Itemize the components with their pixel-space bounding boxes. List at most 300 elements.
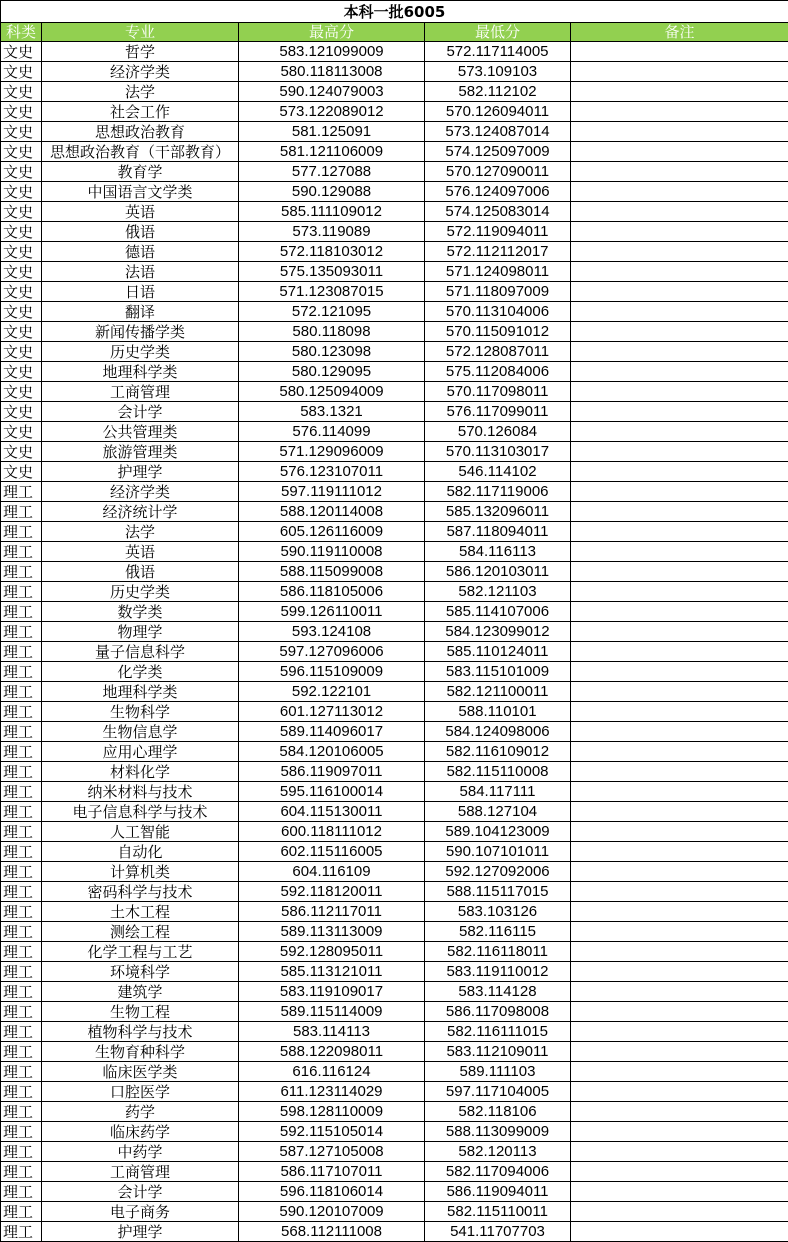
major-cell: 经济统计学 (42, 502, 239, 522)
remarks-cell (571, 1202, 788, 1222)
major-cell: 生物工程 (42, 1002, 239, 1022)
major-cell: 教育学 (42, 162, 239, 182)
max-score-cell: 604.115130011 (239, 802, 425, 822)
category-cell: 理工 (1, 802, 42, 822)
max-score-cell: 583.114113 (239, 1022, 425, 1042)
major-cell: 数学类 (42, 602, 239, 622)
major-cell: 密码科学与技术 (42, 882, 239, 902)
table-row (1, 522, 788, 542)
min-score-cell: 585.110124011 (425, 642, 571, 662)
table-row (1, 122, 788, 142)
major-cell: 俄语 (42, 222, 239, 242)
category-cell: 理工 (1, 922, 42, 942)
category-cell: 理工 (1, 1082, 42, 1102)
category-cell: 理工 (1, 1202, 42, 1222)
remarks-cell (571, 382, 788, 402)
major-cell: 新闻传播学类 (42, 322, 239, 342)
min-score-cell: 582.121103 (425, 582, 571, 602)
major-cell: 中国语言文学类 (42, 182, 239, 202)
major-cell: 思想政治教育（干部教育） (42, 142, 239, 162)
remarks-cell (571, 462, 788, 482)
remarks-cell (571, 662, 788, 682)
major-cell: 日语 (42, 282, 239, 302)
max-score-cell: 585.111109012 (239, 202, 425, 222)
remarks-cell (571, 642, 788, 662)
min-score-cell: 582.117094006 (425, 1162, 571, 1182)
remarks-cell (571, 842, 788, 862)
max-score-cell: 580.118098 (239, 322, 425, 342)
max-score-cell: 593.124108 (239, 622, 425, 642)
max-score-cell: 568.112111008 (239, 1222, 425, 1242)
remarks-cell (571, 1162, 788, 1182)
max-score-cell: 571.129096009 (239, 442, 425, 462)
table-row (1, 1082, 788, 1102)
max-score-cell: 581.121106009 (239, 142, 425, 162)
category-cell: 理工 (1, 882, 42, 902)
remarks-cell (571, 42, 788, 62)
table-row (1, 682, 788, 702)
max-score-cell: 573.122089012 (239, 102, 425, 122)
max-score-cell: 580.125094009 (239, 382, 425, 402)
max-score-cell: 572.121095 (239, 302, 425, 322)
remarks-cell (571, 402, 788, 422)
remarks-cell (571, 1022, 788, 1042)
remarks-cell (571, 822, 788, 842)
category-cell: 理工 (1, 542, 42, 562)
category-cell: 理工 (1, 682, 42, 702)
remarks-cell (571, 282, 788, 302)
max-score-cell: 576.123107011 (239, 462, 425, 482)
category-cell: 文史 (1, 222, 42, 242)
min-score-cell: 582.117119006 (425, 482, 571, 502)
min-score-cell: 588.110101 (425, 702, 571, 722)
table-row (1, 762, 788, 782)
min-score-cell: 586.117098008 (425, 1002, 571, 1022)
remarks-cell (571, 182, 788, 202)
category-cell: 理工 (1, 842, 42, 862)
table-row (1, 342, 788, 362)
category-cell: 理工 (1, 1102, 42, 1122)
min-score-cell: 583.103126 (425, 902, 571, 922)
category-cell: 理工 (1, 742, 42, 762)
major-cell: 公共管理类 (42, 422, 239, 442)
table-row (1, 502, 788, 522)
table-row (1, 582, 788, 602)
major-cell: 土木工程 (42, 902, 239, 922)
table-row (1, 602, 788, 622)
category-cell: 文史 (1, 382, 42, 402)
category-cell: 理工 (1, 582, 42, 602)
major-cell: 建筑学 (42, 982, 239, 1002)
category-cell: 文史 (1, 402, 42, 422)
max-score-cell: 571.123087015 (239, 282, 425, 302)
major-cell: 生物科学 (42, 702, 239, 722)
min-score-cell: 573.109103 (425, 62, 571, 82)
max-score-cell: 580.118113008 (239, 62, 425, 82)
category-cell: 理工 (1, 1142, 42, 1162)
category-cell: 理工 (1, 482, 42, 502)
min-score-cell: 570.126084 (425, 422, 571, 442)
table-row (1, 622, 788, 642)
min-score-cell: 582.116115 (425, 922, 571, 942)
table-row (1, 62, 788, 82)
min-score-cell: 582.112102 (425, 82, 571, 102)
max-score-cell: 572.118103012 (239, 242, 425, 262)
remarks-cell (571, 902, 788, 922)
category-cell: 理工 (1, 702, 42, 722)
max-score-cell: 586.117107011 (239, 1162, 425, 1182)
min-score-cell: 582.116111015 (425, 1022, 571, 1042)
major-cell: 中药学 (42, 1142, 239, 1162)
table-row (1, 422, 788, 442)
remarks-cell (571, 302, 788, 322)
min-score-cell: 570.127090011 (425, 162, 571, 182)
table-title: 本科一批6005 (1, 1, 788, 23)
major-cell: 历史学类 (42, 582, 239, 602)
remarks-cell (571, 1222, 788, 1242)
max-score-cell: 587.127105008 (239, 1142, 425, 1162)
remarks-cell (571, 122, 788, 142)
max-score-cell: 602.115116005 (239, 842, 425, 862)
category-cell: 理工 (1, 1042, 42, 1062)
remarks-cell (571, 1182, 788, 1202)
major-cell: 化学类 (42, 662, 239, 682)
table-row (1, 322, 788, 342)
min-score-cell: 590.107101011 (425, 842, 571, 862)
min-score-cell: 582.116118011 (425, 942, 571, 962)
major-cell: 法学 (42, 522, 239, 542)
category-cell: 文史 (1, 42, 42, 62)
header-min-score: 最低分 (425, 23, 571, 42)
category-cell: 理工 (1, 502, 42, 522)
min-score-cell: 572.117114005 (425, 42, 571, 62)
min-score-cell: 582.115110011 (425, 1202, 571, 1222)
table-row (1, 982, 788, 1002)
table-row (1, 142, 788, 162)
max-score-cell: 590.120107009 (239, 1202, 425, 1222)
remarks-cell (571, 762, 788, 782)
min-score-cell: 587.118094011 (425, 522, 571, 542)
max-score-cell: 598.128110009 (239, 1102, 425, 1122)
table-body (1, 42, 788, 1242)
major-cell: 应用心理学 (42, 742, 239, 762)
table-row (1, 1162, 788, 1182)
max-score-cell: 585.113121011 (239, 962, 425, 982)
remarks-cell (571, 482, 788, 502)
remarks-cell (571, 1082, 788, 1102)
category-cell: 文史 (1, 202, 42, 222)
remarks-cell (571, 682, 788, 702)
max-score-cell: 599.126110011 (239, 602, 425, 622)
category-cell: 理工 (1, 562, 42, 582)
remarks-cell (571, 942, 788, 962)
table-row (1, 822, 788, 842)
category-cell: 文史 (1, 442, 42, 462)
major-cell: 会计学 (42, 1182, 239, 1202)
max-score-cell: 580.123098 (239, 342, 425, 362)
min-score-cell: 573.124087014 (425, 122, 571, 142)
min-score-cell: 592.127092006 (425, 862, 571, 882)
remarks-cell (571, 322, 788, 342)
table-row (1, 182, 788, 202)
major-cell: 口腔医学 (42, 1082, 239, 1102)
min-score-cell: 582.118106 (425, 1102, 571, 1122)
min-score-cell: 588.113099009 (425, 1122, 571, 1142)
max-score-cell: 588.115099008 (239, 562, 425, 582)
major-cell: 地理科学类 (42, 682, 239, 702)
remarks-cell (571, 582, 788, 602)
major-cell: 法语 (42, 262, 239, 282)
category-cell: 理工 (1, 622, 42, 642)
max-score-cell: 592.122101 (239, 682, 425, 702)
major-cell: 经济学类 (42, 482, 239, 502)
remarks-cell (571, 602, 788, 622)
major-cell: 历史学类 (42, 342, 239, 362)
category-cell: 理工 (1, 862, 42, 882)
max-score-cell: 583.119109017 (239, 982, 425, 1002)
remarks-cell (571, 442, 788, 462)
max-score-cell: 586.118105006 (239, 582, 425, 602)
table-row (1, 362, 788, 382)
category-cell: 文史 (1, 62, 42, 82)
min-score-cell: 570.117098011 (425, 382, 571, 402)
min-score-cell: 585.114107006 (425, 602, 571, 622)
max-score-cell: 590.124079003 (239, 82, 425, 102)
table-row (1, 1222, 788, 1242)
table-row (1, 1202, 788, 1222)
table-row (1, 542, 788, 562)
remarks-cell (571, 1142, 788, 1162)
major-cell: 物理学 (42, 622, 239, 642)
max-score-cell: 616.116124 (239, 1062, 425, 1082)
remarks-cell (571, 142, 788, 162)
max-score-cell: 588.120114008 (239, 502, 425, 522)
table-row (1, 242, 788, 262)
table-row (1, 882, 788, 902)
remarks-cell (571, 362, 788, 382)
category-cell: 文史 (1, 142, 42, 162)
remarks-cell (571, 742, 788, 762)
max-score-cell: 577.127088 (239, 162, 425, 182)
category-cell: 理工 (1, 1062, 42, 1082)
category-cell: 理工 (1, 782, 42, 802)
table-row (1, 922, 788, 942)
table-row (1, 1002, 788, 1022)
max-score-cell: 583.121099009 (239, 42, 425, 62)
max-score-cell: 590.119110008 (239, 542, 425, 562)
remarks-cell (571, 102, 788, 122)
remarks-cell (571, 962, 788, 982)
min-score-cell: 546.114102 (425, 462, 571, 482)
major-cell: 药学 (42, 1102, 239, 1122)
table-row (1, 662, 788, 682)
header-category: 科类 (1, 23, 42, 42)
max-score-cell: 573.119089 (239, 222, 425, 242)
major-cell: 环境科学 (42, 962, 239, 982)
min-score-cell: 583.119110012 (425, 962, 571, 982)
table-row (1, 942, 788, 962)
min-score-cell: 572.112112017 (425, 242, 571, 262)
table-row (1, 902, 788, 922)
table-row (1, 302, 788, 322)
category-cell: 理工 (1, 1222, 42, 1242)
category-cell: 理工 (1, 942, 42, 962)
category-cell: 理工 (1, 662, 42, 682)
max-score-cell: 600.118111012 (239, 822, 425, 842)
category-cell: 理工 (1, 602, 42, 622)
min-score-cell: 571.118097009 (425, 282, 571, 302)
remarks-cell (571, 242, 788, 262)
major-cell: 测绘工程 (42, 922, 239, 942)
major-cell: 植物科学与技术 (42, 1022, 239, 1042)
category-cell: 理工 (1, 722, 42, 742)
category-cell: 理工 (1, 962, 42, 982)
table-row (1, 442, 788, 462)
table-row (1, 962, 788, 982)
remarks-cell (571, 782, 788, 802)
major-cell: 社会工作 (42, 102, 239, 122)
table-row (1, 482, 788, 502)
min-score-cell: 584.124098006 (425, 722, 571, 742)
max-score-cell: 589.113113009 (239, 922, 425, 942)
min-score-cell: 570.113104006 (425, 302, 571, 322)
category-cell: 文史 (1, 102, 42, 122)
major-cell: 旅游管理类 (42, 442, 239, 462)
remarks-cell (571, 1062, 788, 1082)
min-score-cell: 584.116113 (425, 542, 571, 562)
max-score-cell: 581.125091 (239, 122, 425, 142)
category-cell: 理工 (1, 982, 42, 1002)
max-score-cell: 592.118120011 (239, 882, 425, 902)
min-score-cell: 574.125083014 (425, 202, 571, 222)
max-score-cell: 575.135093011 (239, 262, 425, 282)
major-cell: 思想政治教育 (42, 122, 239, 142)
min-score-cell: 572.119094011 (425, 222, 571, 242)
remarks-cell (571, 162, 788, 182)
remarks-cell (571, 882, 788, 902)
min-score-cell: 583.112109011 (425, 1042, 571, 1062)
min-score-cell: 582.120113 (425, 1142, 571, 1162)
category-cell: 理工 (1, 1182, 42, 1202)
min-score-cell: 572.128087011 (425, 342, 571, 362)
major-cell: 生物育种科学 (42, 1042, 239, 1062)
major-cell: 法学 (42, 82, 239, 102)
max-score-cell: 597.119111012 (239, 482, 425, 502)
table-row (1, 1042, 788, 1062)
category-cell: 文史 (1, 282, 42, 302)
table-row (1, 202, 788, 222)
header-remarks: 备注 (571, 23, 788, 42)
max-score-cell: 576.114099 (239, 422, 425, 442)
table-row (1, 1122, 788, 1142)
table-row (1, 1102, 788, 1122)
remarks-cell (571, 982, 788, 1002)
remarks-cell (571, 862, 788, 882)
min-score-cell: 582.121100011 (425, 682, 571, 702)
remarks-cell (571, 262, 788, 282)
remarks-cell (571, 1102, 788, 1122)
max-score-cell: 588.122098011 (239, 1042, 425, 1062)
category-cell: 理工 (1, 522, 42, 542)
category-cell: 理工 (1, 642, 42, 662)
category-cell: 理工 (1, 1022, 42, 1042)
max-score-cell: 604.116109 (239, 862, 425, 882)
category-cell: 理工 (1, 1162, 42, 1182)
min-score-cell: 588.115117015 (425, 882, 571, 902)
category-cell: 文史 (1, 422, 42, 442)
category-cell: 理工 (1, 822, 42, 842)
major-cell: 翻译 (42, 302, 239, 322)
remarks-cell (571, 1042, 788, 1062)
max-score-cell: 589.115114009 (239, 1002, 425, 1022)
table-row (1, 1142, 788, 1162)
table-row (1, 1062, 788, 1082)
major-cell: 化学工程与工艺 (42, 942, 239, 962)
min-score-cell: 575.112084006 (425, 362, 571, 382)
remarks-cell (571, 522, 788, 542)
min-score-cell: 582.115110008 (425, 762, 571, 782)
major-cell: 材料化学 (42, 762, 239, 782)
major-cell: 电子信息科学与技术 (42, 802, 239, 822)
major-cell: 临床医学类 (42, 1062, 239, 1082)
min-score-cell: 585.132096011 (425, 502, 571, 522)
table-row (1, 862, 788, 882)
major-cell: 生物信息学 (42, 722, 239, 742)
min-score-cell: 588.127104 (425, 802, 571, 822)
table-row (1, 262, 788, 282)
major-cell: 工商管理 (42, 1162, 239, 1182)
major-cell: 计算机类 (42, 862, 239, 882)
table-row (1, 722, 788, 742)
max-score-cell: 589.114096017 (239, 722, 425, 742)
min-score-cell: 584.123099012 (425, 622, 571, 642)
min-score-cell: 570.113103017 (425, 442, 571, 462)
table-row (1, 462, 788, 482)
min-score-cell: 576.124097006 (425, 182, 571, 202)
table-row (1, 82, 788, 102)
min-score-cell: 589.111103 (425, 1062, 571, 1082)
category-cell: 文史 (1, 162, 42, 182)
major-cell: 经济学类 (42, 62, 239, 82)
remarks-cell (571, 802, 788, 822)
min-score-cell: 583.115101009 (425, 662, 571, 682)
min-score-cell: 541.11707703 (425, 1222, 571, 1242)
major-cell: 俄语 (42, 562, 239, 582)
major-cell: 工商管理 (42, 382, 239, 402)
remarks-cell (571, 1122, 788, 1142)
max-score-cell: 586.112117011 (239, 902, 425, 922)
remarks-cell (571, 342, 788, 362)
table-row (1, 282, 788, 302)
major-cell: 量子信息科学 (42, 642, 239, 662)
category-cell: 理工 (1, 1122, 42, 1142)
table-row (1, 842, 788, 862)
major-cell: 哲学 (42, 42, 239, 62)
min-score-cell: 589.104123009 (425, 822, 571, 842)
remarks-cell (571, 222, 788, 242)
major-cell: 临床药学 (42, 1122, 239, 1142)
category-cell: 文史 (1, 462, 42, 482)
category-cell: 文史 (1, 82, 42, 102)
max-score-cell: 583.1321 (239, 402, 425, 422)
remarks-cell (571, 82, 788, 102)
remarks-cell (571, 622, 788, 642)
category-cell: 文史 (1, 242, 42, 262)
min-score-cell: 582.116109012 (425, 742, 571, 762)
table-row (1, 1182, 788, 1202)
max-score-cell: 605.126116009 (239, 522, 425, 542)
min-score-cell: 570.115091012 (425, 322, 571, 342)
